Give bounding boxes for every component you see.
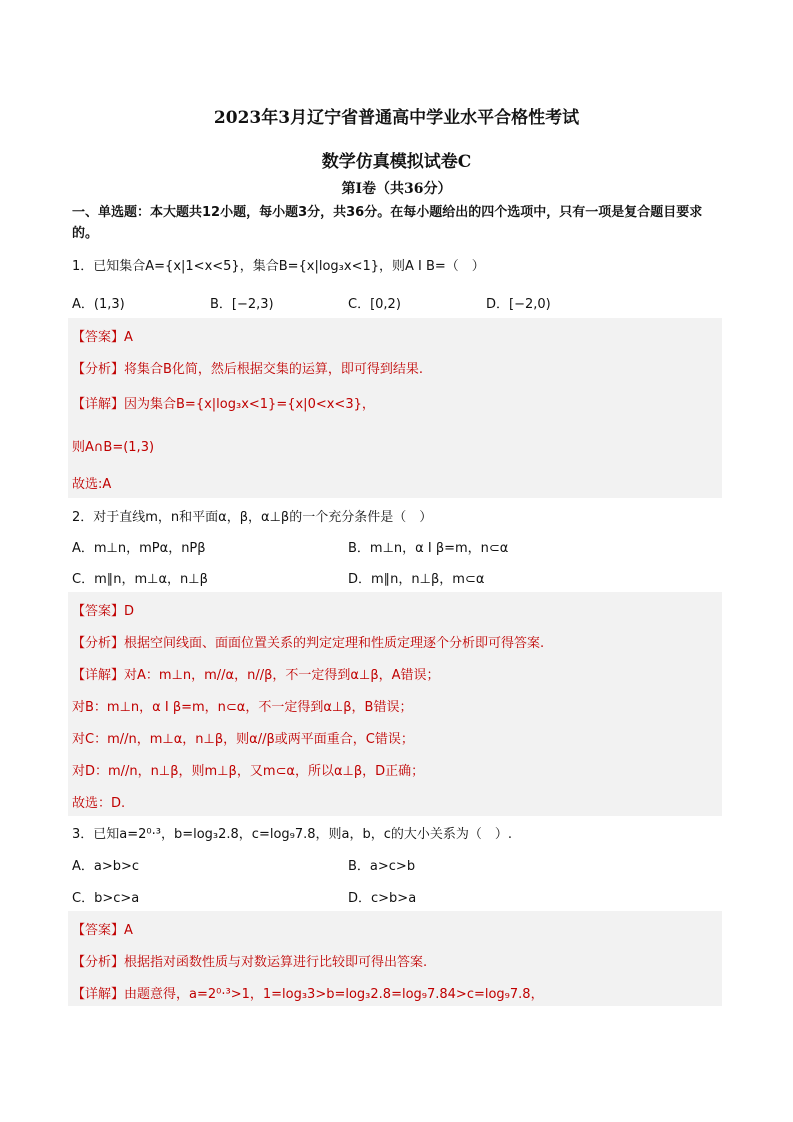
- q1-detail-text: 因为集合B={x|log₃x<1}={x|0<x<3}，: [124, 397, 375, 412]
- q2-detail-a: 对A：m⊥n，m//α，n//β，不一定得到α⊥β，A错误；: [124, 668, 440, 683]
- q1-stem: 1．已知集合A={x|1<x<5}，集合B={x|log₃x<1}，则A I B=（ ）: [72, 259, 485, 274]
- q2-detail: [72, 664, 440, 683]
- part-heading: 第I卷（共36分）: [341, 181, 452, 197]
- exam-subtitle: 数学仿真模拟试卷C: [321, 152, 472, 172]
- q3-option-b: B．a>c>b: [348, 859, 416, 874]
- q3-analysis: [72, 951, 427, 970]
- q3-option-c: C．b>c>a: [72, 891, 140, 906]
- q3-detail: [72, 983, 544, 1002]
- q3-analysis-tag: 【分析】: [72, 955, 125, 970]
- q3-option-a: A．a>b>c: [72, 859, 140, 874]
- q1-option-c: C．[0,2): [348, 297, 401, 312]
- q2-detail-d: 对D：m//n，n⊥β，则m⊥β，又m⊂α，所以α⊥β，D正确；: [72, 764, 425, 779]
- q2-answer: [72, 600, 134, 619]
- section-heading: 一、单选题：本大题共12小题，每小题3分，共36分。在每小题给出的四个选项中，只有一项是复合题目要求的。: [72, 205, 703, 241]
- q3-answer: [72, 919, 133, 938]
- q1-option-a: A．(1,3): [72, 297, 125, 312]
- q2-answer-tag: 【答案】: [72, 604, 125, 619]
- q3-answer-tag: 【答案】: [72, 923, 125, 938]
- q1-option-b: B．[−2,3): [210, 297, 274, 312]
- q2-analysis-text: 根据空间线面、面面位置关系的判定定理和性质定理逐个分析即可得答案.: [124, 636, 545, 651]
- q1-analysis-text: 将集合B化简，然后根据交集的运算，即可得到结果.: [124, 362, 424, 377]
- q3-analysis-text: 根据指对函数性质与对数运算进行比较即可得出答案.: [124, 955, 428, 970]
- q2-detail-tag: 【详解】: [72, 668, 125, 683]
- q1-answer-tag: 【答案】: [72, 330, 125, 345]
- q1-answer-value: A: [124, 330, 133, 345]
- q1-detail-2: 则A∩B=(1,3): [72, 440, 155, 455]
- q3-stem: 3．已知a=2⁰·³，b=log₃2.8，c=log₉7.8，则a，b，c的大小关系为（ ）.: [72, 827, 513, 842]
- q1-analysis: [72, 358, 423, 377]
- q2-analysis-tag: 【分析】: [72, 636, 125, 651]
- exam-title: 2023年3月辽宁省普通高中学业水平合格性考试: [213, 108, 580, 128]
- q1-analysis-tag: 【分析】: [72, 362, 125, 377]
- q2-detail-c: 对C：m//n，m⊥α，n⊥β，则α//β或两平面重合，C错误；: [72, 732, 414, 747]
- q1-option-d: D．[−2,0): [486, 297, 551, 312]
- q1-answer: [72, 326, 133, 345]
- q2-detail-b: 对B：m⊥n，α I β=m，n⊂α，不一定得到α⊥β，B错误；: [72, 700, 413, 715]
- q3-detail-tag: 【详解】: [72, 987, 125, 1002]
- q2-option-a: A．m⊥n，mPα，nPβ: [72, 541, 206, 556]
- q2-option-c: C．m∥n，m⊥α，n⊥β: [72, 572, 208, 587]
- q1-detail-tag: 【详解】: [72, 397, 125, 412]
- q1-choose: 故选:A: [72, 477, 112, 492]
- q2-stem: 2．对于直线m，n和平面α，β，α⊥β的一个充分条件是（ ）: [72, 510, 433, 525]
- q2-option-b: B．m⊥n，α I β=m，n⊂α: [348, 541, 509, 556]
- q2-choose: 故选：D.: [72, 796, 126, 811]
- q2-analysis: [72, 632, 544, 651]
- q3-answer-value: A: [124, 923, 133, 938]
- q2-answer-value: D: [124, 604, 135, 619]
- q3-option-d: D．c>b>a: [348, 891, 417, 906]
- q2-option-d: D．m∥n，n⊥β，m⊂α: [348, 572, 485, 587]
- q1-detail: [72, 393, 375, 412]
- q3-detail-text: 由题意得，a=2⁰·³>1，1=log₃3>b=log₃2.8=log₉7.84>c=log₉7.8，: [124, 987, 544, 1002]
